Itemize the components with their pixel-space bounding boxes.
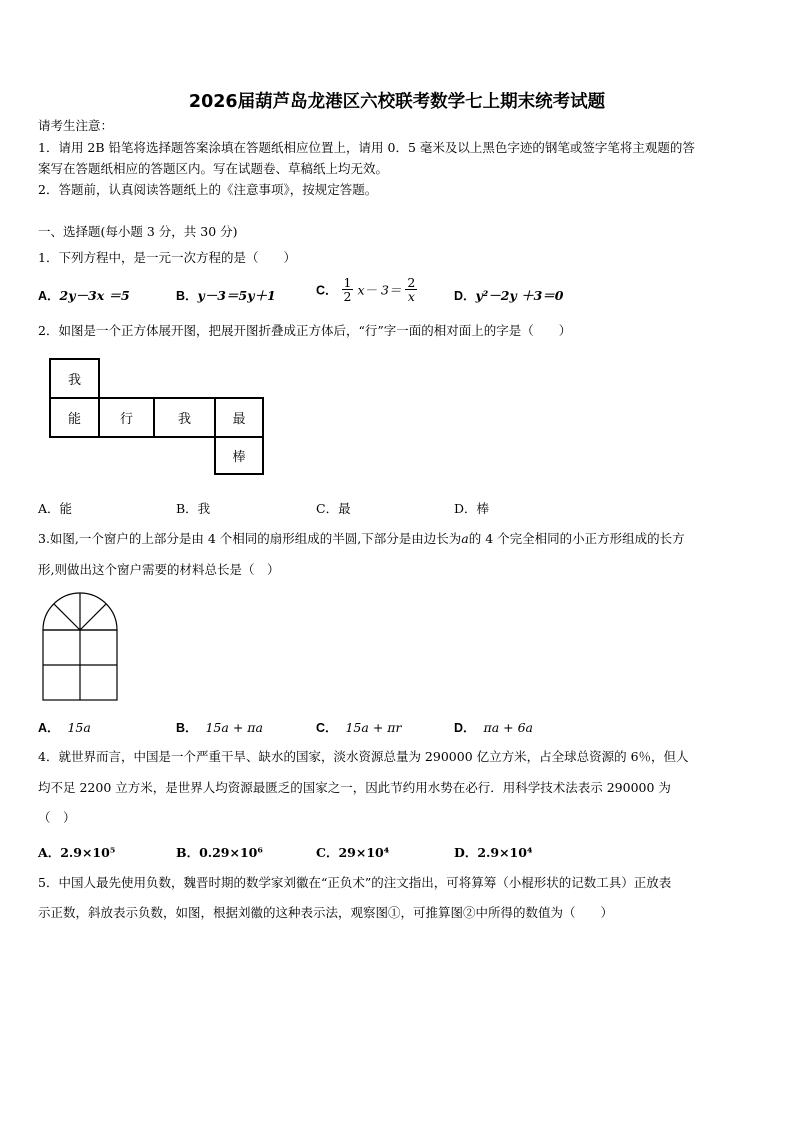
option-label: C． xyxy=(316,283,338,298)
question-4-line-2: 均不足 2200 立方米，是世界人均资源最匮乏的国家之一，因此节约用水势在必行．用科学技术法表示 290000 为 xyxy=(38,780,671,795)
fraction-one-half: $\frac{1}{2}$ xyxy=(343,275,352,304)
question-1-option-b xyxy=(176,286,276,304)
question-4-option-a: A．2.9×10⁵ xyxy=(38,845,116,860)
net-cell-top: 我 xyxy=(49,358,100,399)
question-4-line-1: 4．就世界而言，中国是一个严重干旱、缺水的国家，淡水资源总量为 290000 亿立方米，占全球总资源的 6％，但人 xyxy=(38,749,689,764)
question-2-stem: 2．如图是一个正方体展开图，把展开图折叠成正方体后，“行”字一面的相对面上的字是（ ） xyxy=(38,323,572,338)
section-heading: 一、选择题(每小题 3 分，共 30 分) xyxy=(38,224,238,239)
option-text: x－ 3＝ xyxy=(357,282,402,298)
question-3-option-c: C． 15a + πr xyxy=(316,720,402,735)
notice-item-1-line-2: 案写在答题纸相应的答题区内。写在试题卷、草稿纸上均无效。 xyxy=(38,161,389,176)
question-5-line-1: 5．中国人最先使用负数，魏晋时期的数学家刘徽在“正负术”的注文指出，可将算筹（小棍形状的记数工具）正放表 xyxy=(38,875,672,890)
question-1-stem: 1．下列方程中，是一元一次方程的是（ ） xyxy=(38,250,296,265)
question-1-option-a xyxy=(38,286,130,304)
question-4-option-c: C．29×10⁴ xyxy=(316,845,390,860)
net-cell-bottom: 棒 xyxy=(214,436,264,475)
option-text: y－3＝5y＋1 xyxy=(197,288,276,303)
option-text: y²－2y ＋3＝0 xyxy=(475,288,564,303)
question-2-option-d: D．棒 xyxy=(454,501,490,516)
option-label: A． xyxy=(38,289,60,303)
question-3-line-1: 3.如图,一个窗户的上部分是由 4 个相同的扇形组成的半圆,下部分是由边长为a的 4 个完全相同的小正方形组成的长方 xyxy=(38,531,685,546)
net-cell-3: 我 xyxy=(153,397,216,438)
page-title: 2026届葫芦岛龙港区六校联考数学七上期末统考试题 xyxy=(188,92,606,112)
question-1-option-c xyxy=(316,276,417,303)
question-1-option-d xyxy=(454,286,563,304)
question-2-option-b: B．我 xyxy=(176,501,211,516)
window-diagram xyxy=(40,592,120,704)
question-3-option-a: A． 15a xyxy=(38,720,91,735)
question-3-option-d: D． πa + 6a xyxy=(454,720,533,735)
notice-item-1-line-1: 1．请用 2B 铅笔将选择题答案涂填在答题纸相应位置上，请用 0．5 毫米及以上黑色字迹的钢笔或签字笔将主观题的答 xyxy=(38,140,695,155)
question-4-option-d: D．2.9×10⁴ xyxy=(454,845,533,860)
fraction-two-over-x: $\frac{2}{x}$ xyxy=(407,275,416,304)
question-4-line-3: （ ） xyxy=(38,810,76,825)
question-4-option-b: B．0.29×10⁶ xyxy=(176,845,263,860)
notice-item-2: 2．答题前，认真阅读答题纸上的《注意事项》，按规定答题。 xyxy=(38,182,378,197)
question-2-option-a: A．能 xyxy=(38,501,73,516)
notice-heading: 请考生注意： xyxy=(38,118,114,133)
question-3-line-2: 形,则做出这个窗户需要的材料总长是（ ） xyxy=(38,562,280,577)
option-text: 2y－3x ＝5 xyxy=(59,288,130,303)
net-cell-2: 行 xyxy=(98,397,155,438)
net-cell-4: 最 xyxy=(214,397,264,438)
option-label: D． xyxy=(454,289,476,303)
net-cell-1: 能 xyxy=(49,397,100,438)
question-2-option-c: C．最 xyxy=(316,501,351,516)
question-3-option-b: B． 15a + πa xyxy=(176,720,263,735)
option-label: B． xyxy=(176,289,198,303)
question-5-line-2: 示正数，斜放表示负数，如图，根据刘徽的这种表示法，观察图①，可推算图②中所得的数值为（ ） xyxy=(38,905,614,920)
